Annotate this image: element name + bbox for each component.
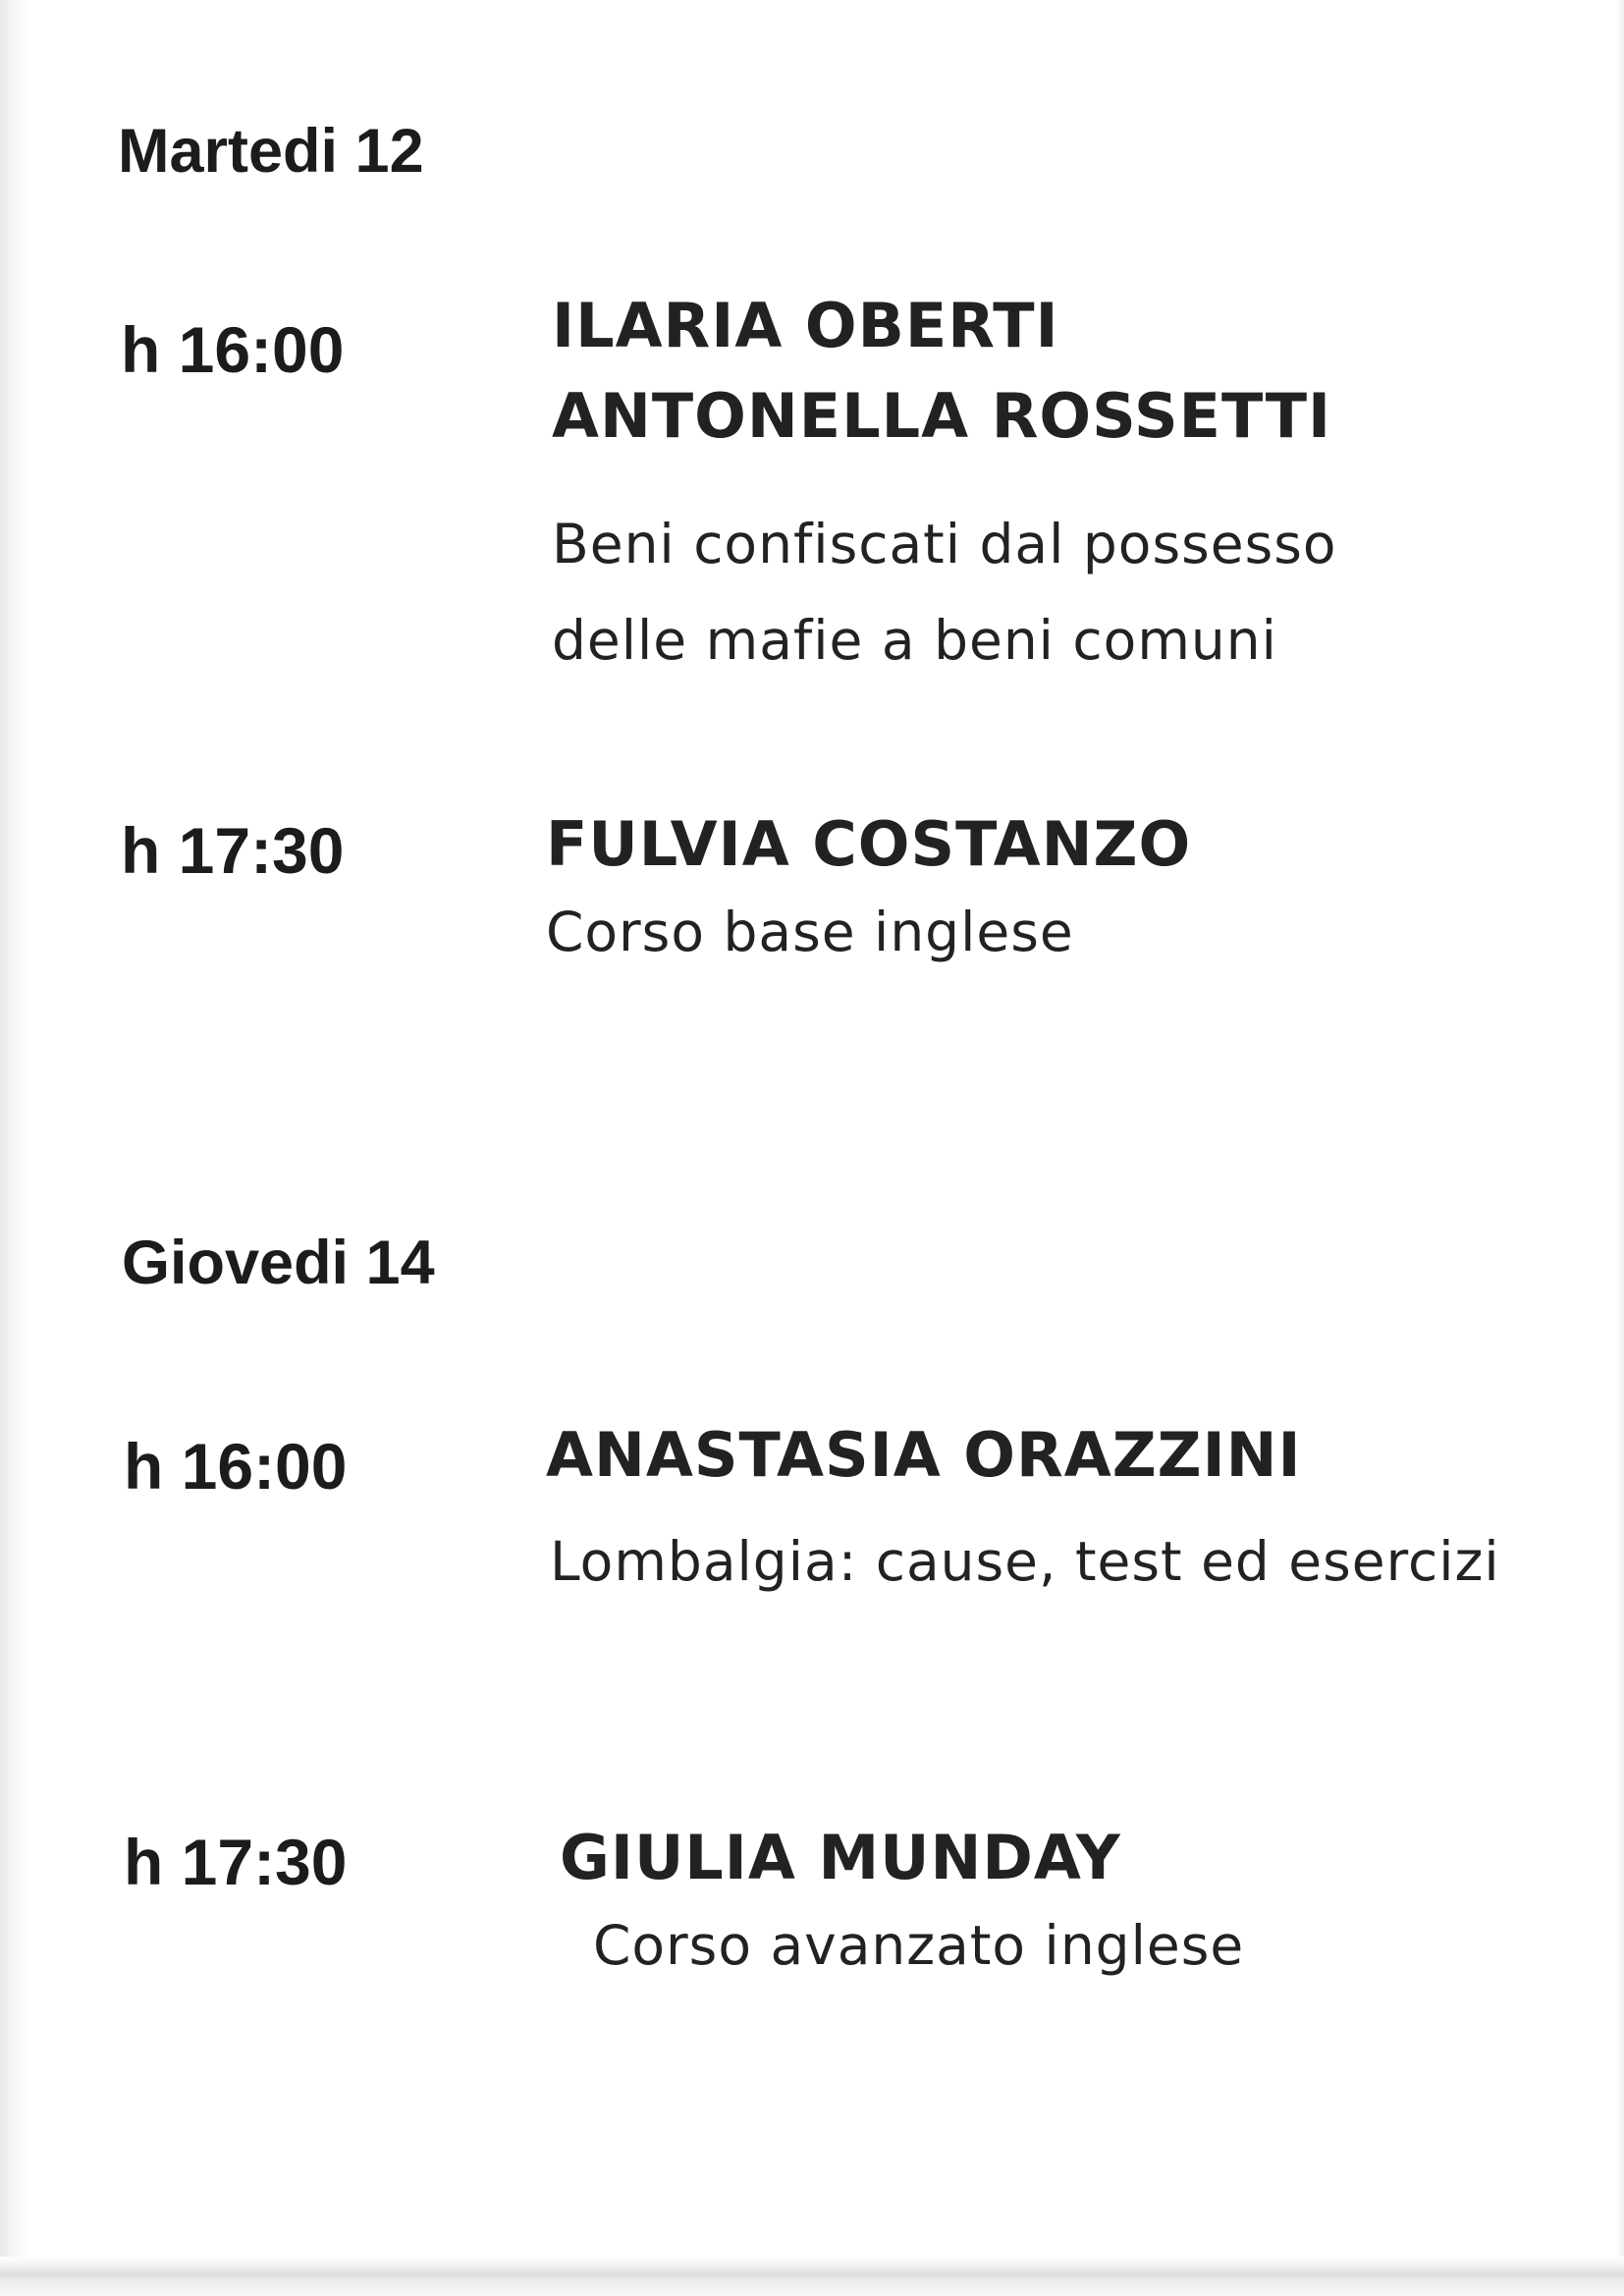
topic-line: delle mafie a beni comuni [552,609,1277,672]
session-topic [552,496,1337,688]
speaker-name: ANTONELLA ROSSETTI [552,380,1332,452]
session-time: h 16:00 [124,1430,348,1503]
speaker-names [546,799,1191,890]
speaker-names [546,1410,1302,1501]
speaker-name: FULVIA COSTANZO [546,808,1192,880]
speaker-name: ANASTASIA ORAZZINI [546,1419,1302,1491]
topic-line: Corso base inglese [546,901,1074,963]
paper-edge-left [0,0,29,2296]
paper-edge-right [1616,0,1624,2296]
speaker-name: ILARIA OBERTI [552,290,1059,361]
topic-line: Lombalgia: cause, test ed esercizi [550,1530,1500,1593]
session-topic [550,1513,1500,1610]
speaker-name: GIULIA MUNDAY [560,1822,1121,1893]
day-heading: Martedi 12 [118,117,424,186]
paper-edge-bottom [0,2257,1624,2296]
session-time: h 17:30 [121,814,345,887]
day-heading: Giovedi 14 [122,1229,435,1297]
topic-line: Beni confiscati dal possesso [552,513,1337,575]
speaker-names [552,281,1331,462]
session-topic [546,884,1074,980]
speaker-names [560,1813,1121,1903]
session-topic [593,1897,1244,1994]
session-time: h 16:00 [121,313,345,386]
session-time: h 17:30 [124,1826,348,1898]
topic-line: Corso avanzato inglese [593,1914,1245,1977]
